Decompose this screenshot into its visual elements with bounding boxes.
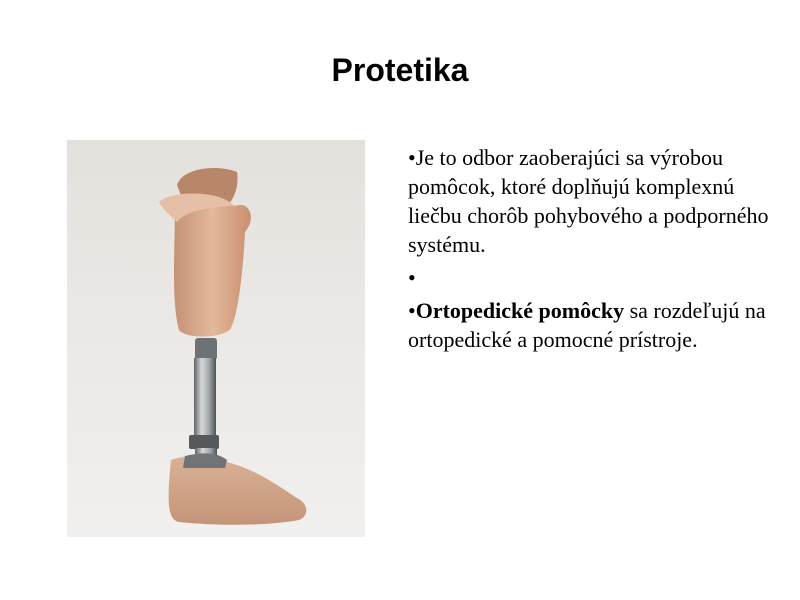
bullet-bold-term: Ortopedické pomôcky [415, 298, 625, 323]
leg-prosthesis-photo [67, 140, 365, 537]
bullet-marker: • [408, 145, 416, 170]
bullet-marker: • [408, 298, 416, 323]
bullet-text: Je to odbor zaoberajúci sa výrobou pomôcok, ktoré doplňujú komplexnú liečbu chorôb pohybového a podporného systému. [408, 145, 769, 257]
bullet-item [408, 143, 778, 259]
bullet-list [408, 143, 778, 358]
bullet-marker: • [408, 265, 416, 290]
bullet-text: sa rozdeľujú na ortopedické a pomocné prístroje. [408, 298, 766, 352]
bullet-item [408, 296, 778, 354]
bullet-item [408, 263, 778, 292]
slide-title: Protetika [331, 52, 469, 88]
